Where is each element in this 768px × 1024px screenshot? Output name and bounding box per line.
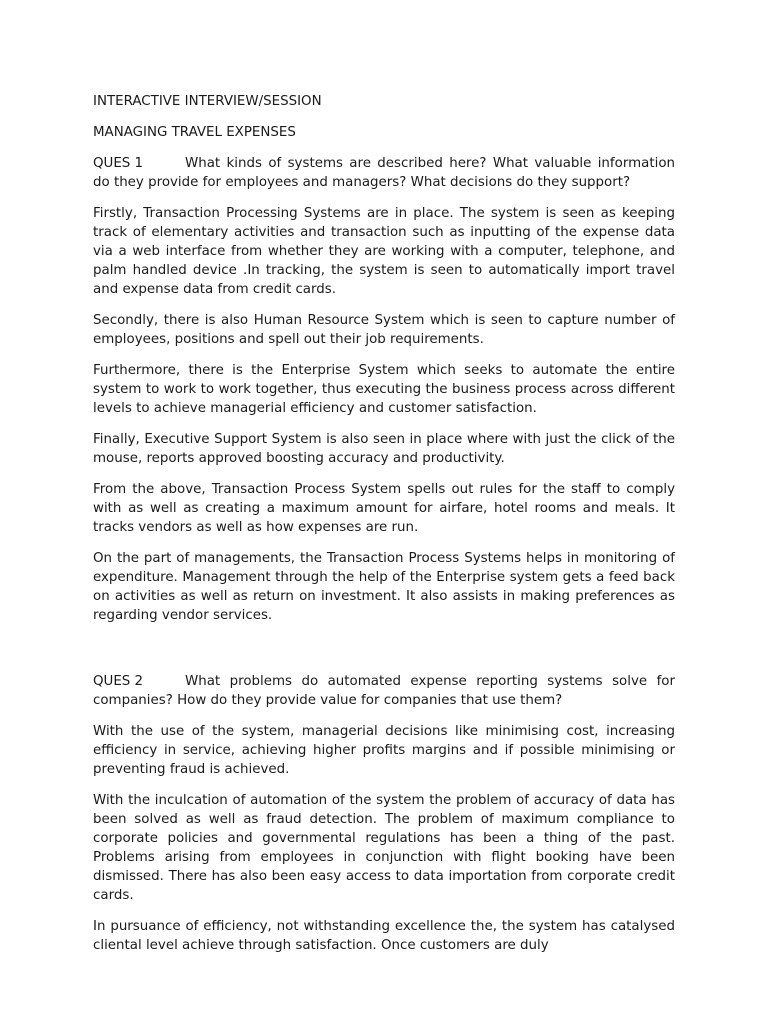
question-2	[93, 672, 675, 710]
answer-1-paragraph: Furthermore, there is the Enterprise System which seeks to automate the entire system to work to work together, thus executing the business process across different levels to achieve managerial efficiency and customer satisfaction.	[93, 363, 675, 416]
question-1-text: What kinds of systems are described here? What valuable information do they provide for employees and managers? What decisions do they support?	[93, 156, 675, 190]
document-subtitle: MANAGING TRAVEL EXPENSES	[93, 125, 296, 140]
answer-1-paragraph: Finally, Executive Support System is also seen in place where with just the click of the mouse, reports approved boosting accuracy and productivity.	[93, 432, 675, 466]
question-1-label: QUES 1	[93, 156, 144, 171]
question-2-text: What problems do automated expense reporting systems solve for companies? How do they provide value for companies that use them?	[93, 674, 675, 708]
answer-2-paragraph: In pursuance of efficiency, not withstanding excellence the, the system has catalysed cliental level achieve through satisfaction. Once customers are duly	[93, 919, 675, 953]
answer-1-paragraph: Secondly, there is also Human Resource System which is seen to capture number of employees, positions and spell out their job requirements.	[93, 313, 675, 347]
section-spacer	[93, 637, 675, 672]
document-page	[93, 92, 675, 967]
answer-2-paragraph: With the inculcation of automation of the system the problem of accuracy of data has been solved as well as fraud detection. The problem of maximum compliance to corporate policies and governmental regulations has been a thing of the past. Problems arising from employees in conjunction with flight booking have been dismissed. There has also been easy access to data importation from corporate credit cards.	[93, 793, 675, 903]
answer-1-paragraph: Firstly, Transaction Processing Systems are in place. The system is seen as keeping track of elementary activities and transaction such as inputting of the expense data via a web interface from whether they are working with a computer, telephone, and palm handled device .In tracking, the system is seen to automatically import travel and expense data from credit cards.	[93, 206, 675, 297]
document-title: INTERACTIVE INTERVIEW/SESSION	[93, 94, 322, 109]
question-2-label: QUES 2	[93, 674, 144, 689]
answer-2-paragraph: With the use of the system, managerial decisions like minimising cost, increasing efficiency in service, achieving higher profits margins and if possible minimising or preventing fraud is achieved.	[93, 724, 675, 777]
question-1	[93, 154, 675, 192]
answer-1-paragraph: On the part of managements, the Transaction Process Systems helps in monitoring of expenditure. Management through the help of the Enterprise system gets a feed back on activities as well as return on investment. It also assists in making preferences as regarding vendor services.	[93, 551, 675, 623]
answer-1-paragraph: From the above, Transaction Process System spells out rules for the staff to comply with as well as creating a maximum amount for airfare, hotel rooms and meals. It tracks vendors as well as how expenses are run.	[93, 482, 675, 535]
